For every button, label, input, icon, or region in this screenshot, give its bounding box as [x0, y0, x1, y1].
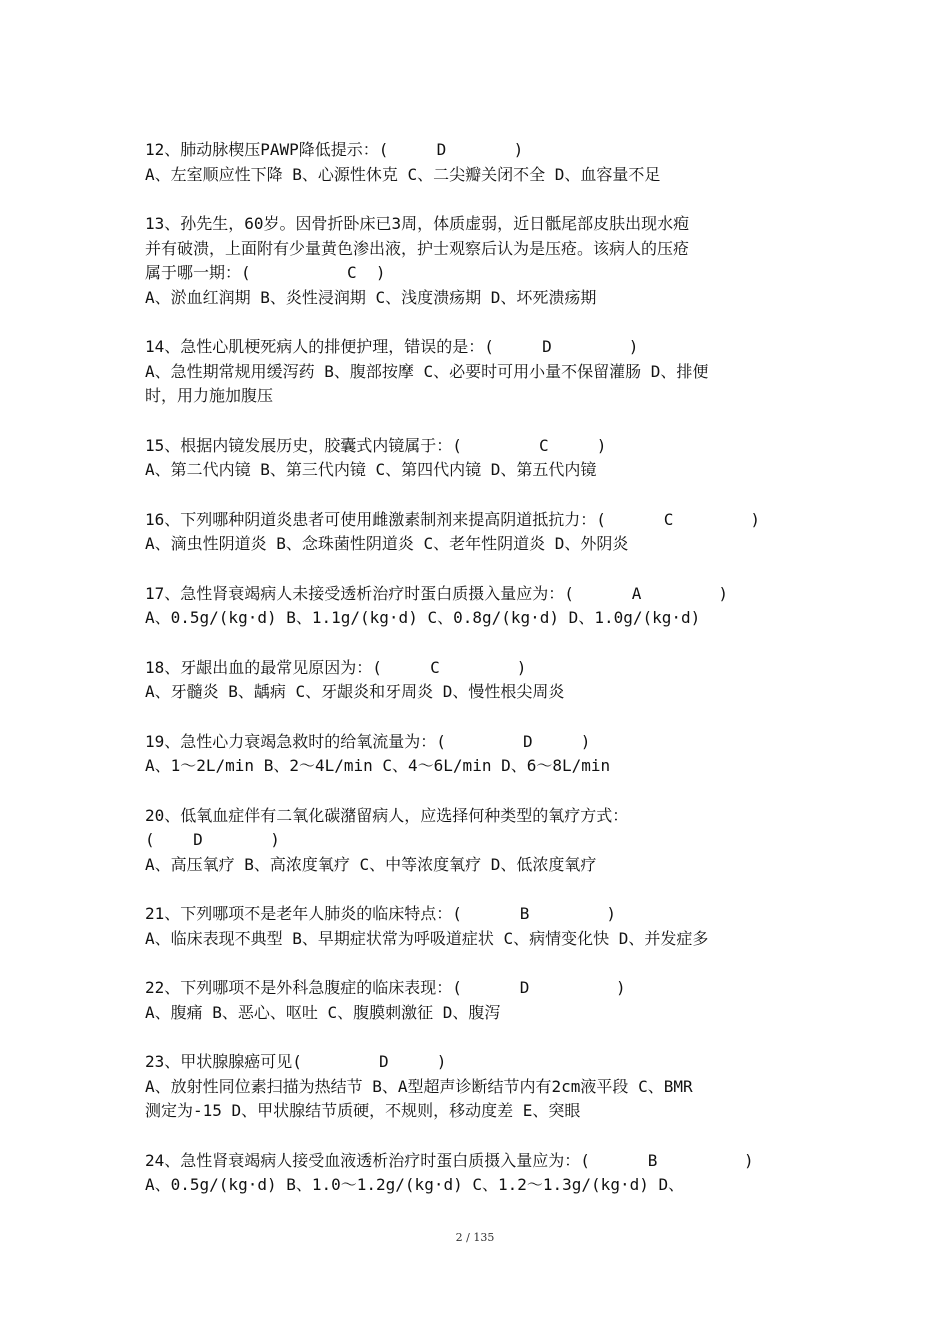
- question-item: [145, 138, 810, 187]
- question-line: 12、肺动脉楔压PAWP降低提示：( D ): [145, 140, 524, 159]
- question-item: [145, 1050, 810, 1124]
- question-line: 16、下列哪种阴道炎患者可使用雌激素制剂来提高阴道抵抗力：( C ): [145, 509, 761, 529]
- question-item: [145, 335, 810, 409]
- question-list: [145, 138, 810, 1223]
- question-item: [145, 508, 810, 557]
- question-line: 17、急性肾衰竭病人未接受透析治疗时蛋白质摄入量应为：( A ): [145, 583, 729, 603]
- question-item: [145, 434, 810, 483]
- question-line: 19、急性心力衰竭急救时的给氧流量为：( D ): [145, 731, 591, 751]
- question-line: ( D ): [145, 830, 280, 849]
- question-item: [145, 730, 810, 779]
- question-line: 20、低氧血症伴有二氧化碳潴留病人，应选择何种类型的氧疗方式：: [145, 805, 629, 825]
- question-item: [145, 656, 810, 705]
- question-item: [145, 902, 810, 951]
- question-line: 23、甲状腺腺癌可见( D ): [145, 1052, 447, 1071]
- question-line: A、淤血红润期 B、炎性浸润期 C、浅度溃疡期 D、坏死溃疡期: [145, 287, 597, 307]
- question-line: 18、牙龈出血的最常见原因为：( C ): [145, 657, 527, 677]
- question-line: 属于哪一期：( C ): [145, 263, 386, 282]
- question-line: 24、急性肾衰竭病人接受血液透析治疗时蛋白质摄入量应为：( B ): [145, 1150, 754, 1170]
- question-item: [145, 976, 810, 1025]
- question-line: A、放射性同位素扫描为热结节 B、A型超声诊断结节内有2cm液平段 C、BMR: [145, 1076, 693, 1096]
- question-line: A、临床表现不典型 B、早期症状常为呼吸道症状 C、病情变化快 D、并发症多: [145, 928, 709, 948]
- question-item: [145, 212, 810, 310]
- question-line: A、1～2L/min B、2～4L/min C、4～6L/min D、6～8L/min: [145, 756, 611, 775]
- question-line: 时，用力施加腹压: [145, 386, 274, 405]
- page-number: 2 / 135: [455, 1231, 495, 1244]
- question-item: [145, 582, 810, 631]
- question-item: [145, 804, 810, 878]
- question-item: [145, 1149, 810, 1198]
- question-line: 并有破溃，上面附有少量黄色渗出液，护士观察后认为是压疮。该病人的压疮: [145, 238, 690, 258]
- question-line: 14、急性心肌梗死病人的排便护理，错误的是：( D ): [145, 337, 639, 356]
- question-line: A、牙髓炎 B、龋病 C、牙龈炎和牙周炎 D、慢性根尖周炎: [145, 682, 565, 701]
- question-line: A、第二代内镜 B、第三代内镜 C、第四代内镜 D、第五代内镜: [145, 460, 597, 479]
- question-line: A、左室顺应性下降 B、心源性休克 C、二尖瓣关闭不全 D、血容量不足: [145, 164, 661, 184]
- question-line: 测定为-15 D、甲状腺结节质硬，不规则，移动度差 E、突眼: [145, 1101, 581, 1120]
- question-line: A、急性期常规用缓泻药 B、腹部按摩 C、必要时可用小量不保留灌肠 D、排便: [145, 361, 709, 381]
- question-line: A、滴虫性阴道炎 B、念珠菌性阴道炎 C、老年性阴道炎 D、外阴炎: [145, 534, 629, 553]
- question-line: A、0.5g/(kg·d) B、1.0～1.2g/(kg·d) C、1.2～1.3g/(kg·d) D、: [145, 1175, 685, 1194]
- question-line: A、腹痛 B、恶心、呕吐 C、腹膜刺激征 D、腹泻: [145, 1002, 501, 1022]
- question-line: 22、下列哪项不是外科急腹症的临床表现：( D ): [145, 978, 626, 997]
- question-line: A、高压氧疗 B、高浓度氧疗 C、中等浓度氧疗 D、低浓度氧疗: [145, 854, 597, 874]
- question-line: A、0.5g/(kg·d) B、1.1g/(kg·d) C、0.8g/(kg·d) D、1.0g/(kg·d): [145, 608, 701, 627]
- question-line: 13、孙先生，60岁。因骨折卧床已3周，体质虚弱，近日骶尾部皮肤出现水疱: [145, 214, 690, 233]
- question-line: 15、根据内镜发展历史，胶囊式内镜属于：( C ): [145, 435, 607, 455]
- question-line: 21、下列哪项不是老年人肺炎的临床特点：( B ): [145, 904, 617, 923]
